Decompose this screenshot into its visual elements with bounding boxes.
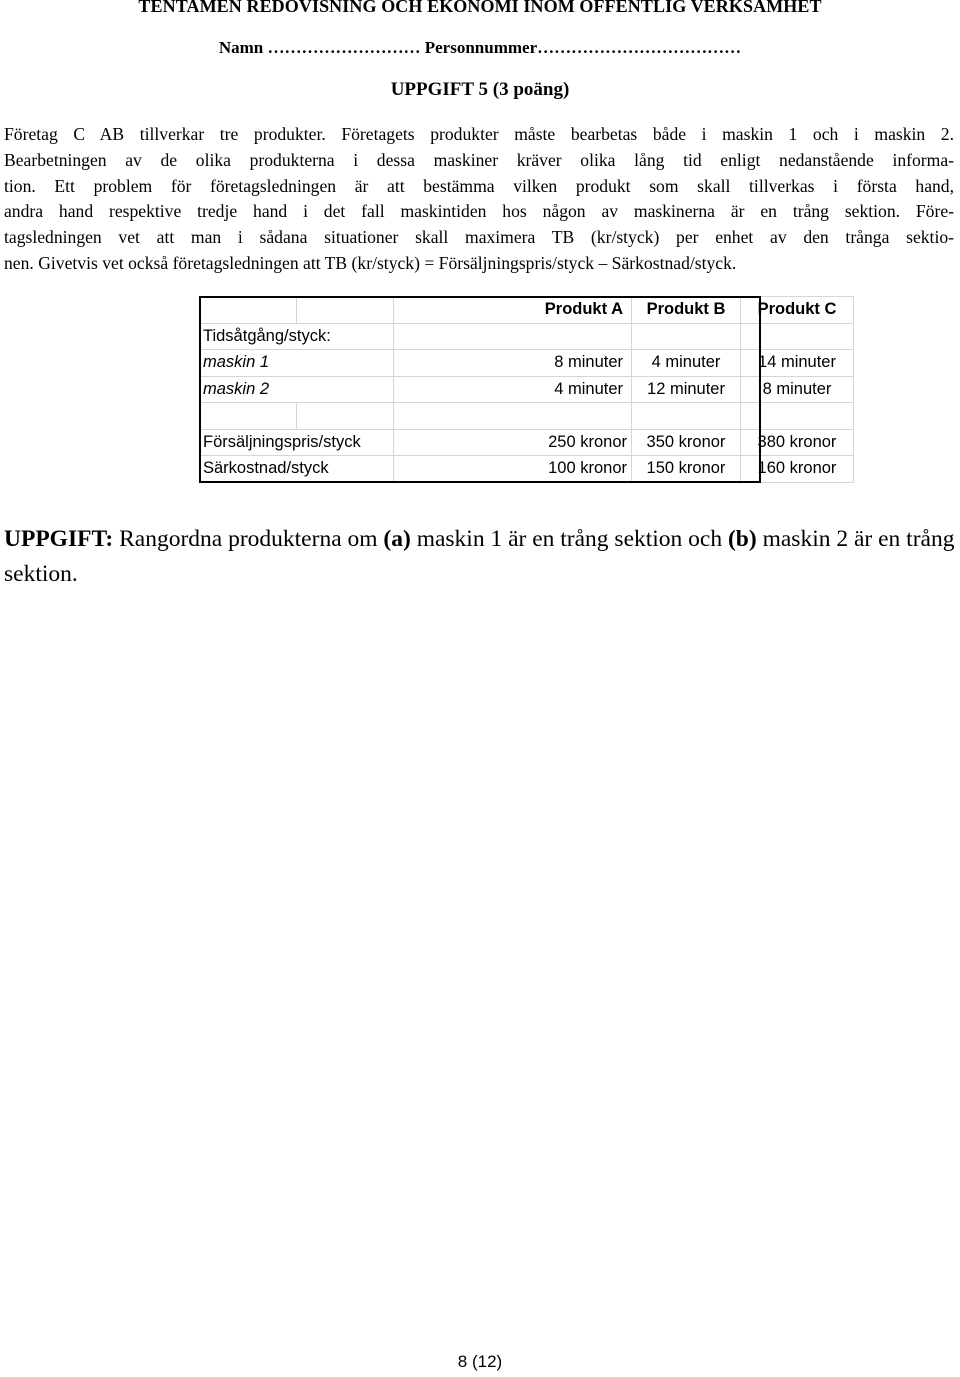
- table-row-empty: [200, 403, 854, 430]
- table-cell: 160 kronor: [741, 456, 854, 483]
- table-row: [200, 429, 854, 456]
- intro-line: andra hand respektive tredje hand i det fall maskintiden hos någon av maskinerna är en trång sektion. Före-: [4, 201, 954, 222]
- table-row: [200, 456, 854, 483]
- intro-line: Bearbetningen av de olika produkterna i dessa maskiner kräver olika lång tid enligt nedanstående informa-: [4, 149, 954, 170]
- intro-line: tion. Ett problem för företagsledningen är att bestämma vilken produkt som skall tillverkas i första hand,: [4, 175, 954, 196]
- table-cell: 12 minuter: [632, 376, 741, 403]
- table-row: [200, 323, 854, 350]
- table-cell: 4 minuter: [632, 350, 741, 377]
- assignment-part: Rangordna produkterna om: [113, 526, 384, 552]
- table-cell: 350 kronor: [632, 429, 741, 456]
- intro-line: nen. Givetvis vet också företagsledningen att TB (kr/styck) = Försäljningspris/styck – Särkostnad/styck.: [4, 252, 737, 273]
- intro-line: Företag C AB tillverkar tre produkter. Företagets produkter måste bearbetas både i maskin 1 och i maskin 2.: [4, 124, 954, 144]
- header-produkt-a: Produkt A: [394, 297, 632, 324]
- table-cell: 100 kronor: [394, 456, 632, 483]
- table-cell: 380 kronor: [741, 429, 854, 456]
- row-label: maskin 2: [200, 376, 394, 403]
- row-label: maskin 1: [200, 350, 394, 377]
- task-title: UPPGIFT 5 (3 poäng): [390, 79, 570, 100]
- product-table: [199, 296, 854, 483]
- table-row: [200, 350, 854, 377]
- table-cell: 14 minuter: [741, 350, 854, 377]
- table-header-row: [200, 297, 854, 324]
- row-label: Särkostnad/styck: [200, 456, 394, 483]
- table-cell: 8 minuter: [394, 350, 632, 377]
- part-a-marker: (a): [383, 526, 411, 552]
- table-cell: 8 minuter: [741, 376, 854, 403]
- intro-line: tagsledningen vet att man i sådana situationer skall maximera TB (kr/styck) per enhet av den trånga sektio-: [4, 227, 954, 248]
- name-personnummer-line: Namn ……………………… Personnummer………………………………: [218, 38, 742, 57]
- header-produkt-c: Produkt C: [741, 297, 854, 324]
- header-produkt-b: Produkt B: [632, 297, 741, 324]
- table-cell: 150 kronor: [632, 456, 741, 483]
- table-row: [200, 376, 854, 403]
- part-b-marker: (b): [727, 526, 757, 552]
- assignment-text: [4, 522, 956, 592]
- exam-title: TENTAMEN REDOVISNING OCH EKONOMI INOM OFFENTLIG VERKSAMHET: [138, 0, 822, 16]
- table-cell: 250 kronor: [394, 429, 632, 456]
- table-cell: 4 minuter: [394, 376, 632, 403]
- assignment-part: maskin 2 är en trång sektion.: [4, 526, 955, 587]
- page-number: 8 (12): [457, 1352, 503, 1371]
- section-label: Tidsåtgång/styck:: [200, 323, 394, 350]
- row-label: Försäljningspris/styck: [200, 429, 394, 456]
- assignment-part: maskin 1 är en trång sektion och: [410, 526, 728, 552]
- intro-paragraph: [4, 122, 954, 277]
- assignment-label: UPPGIFT:: [4, 526, 114, 552]
